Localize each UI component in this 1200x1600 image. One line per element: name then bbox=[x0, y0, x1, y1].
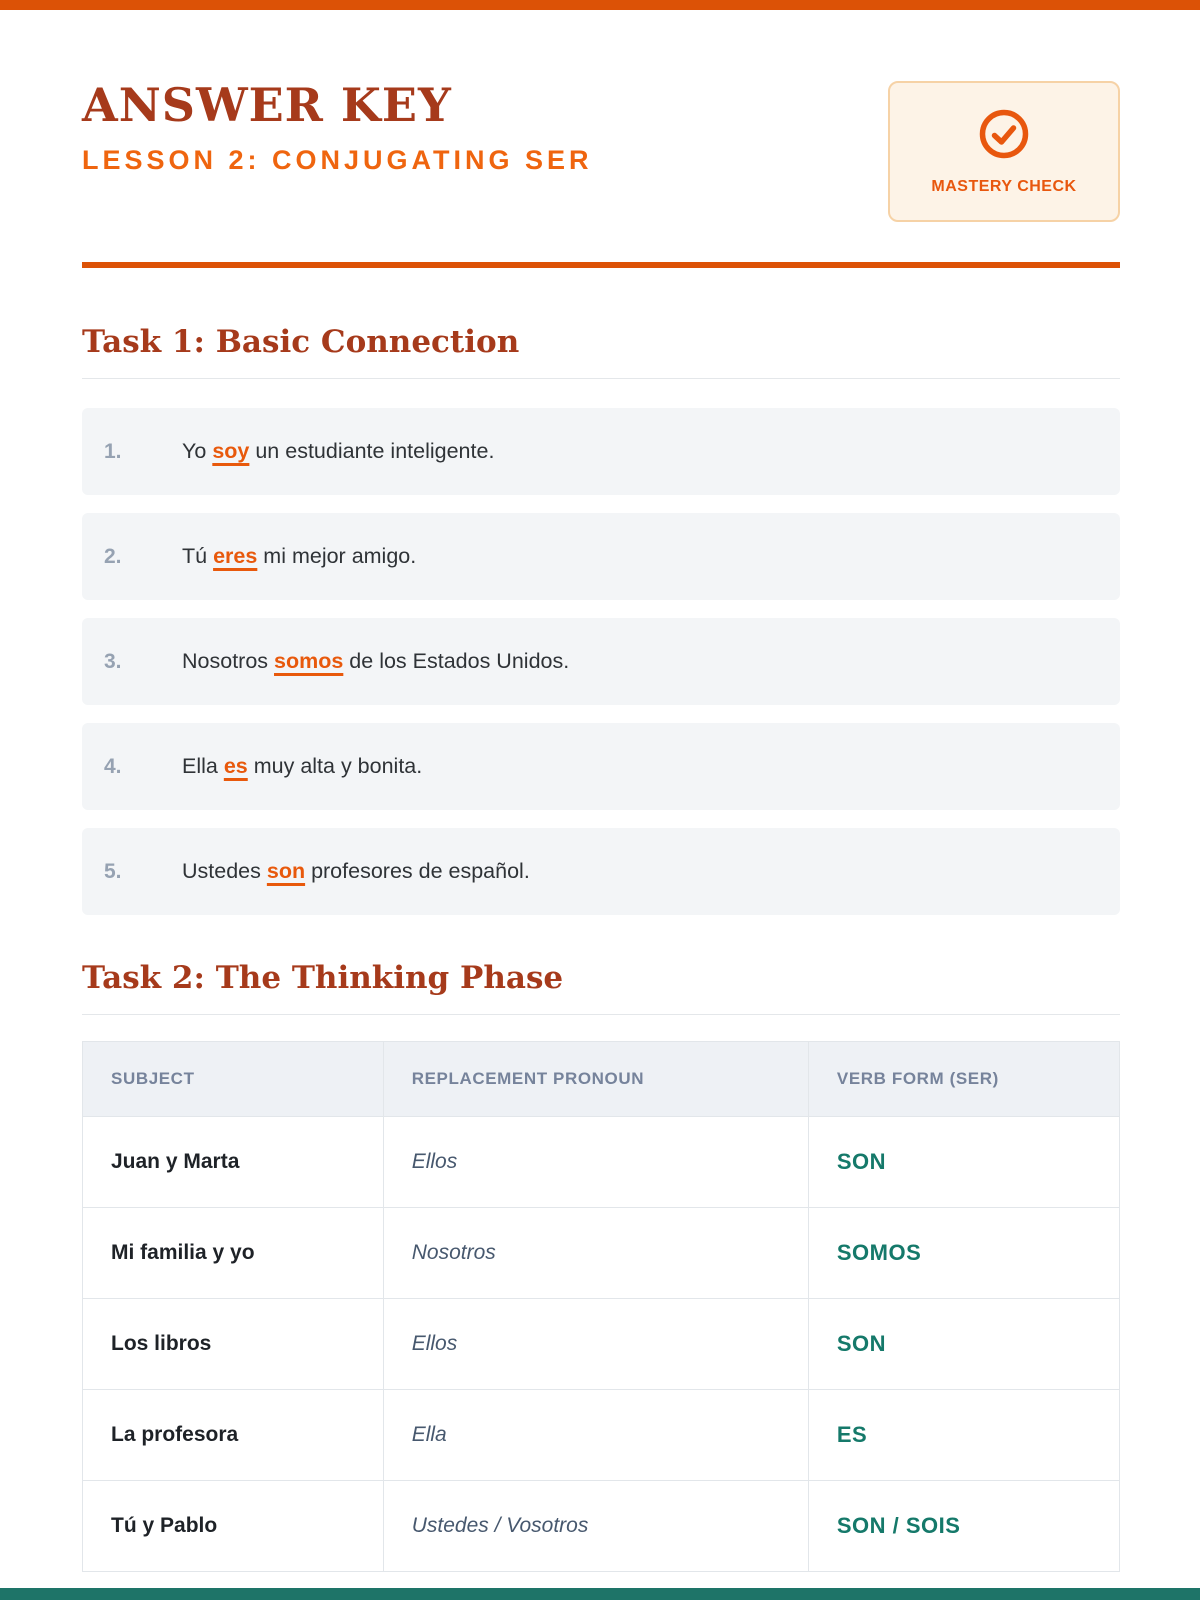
answer-word: es bbox=[223, 754, 248, 778]
header-titles bbox=[82, 80, 593, 176]
cell-verb: SOMOS bbox=[808, 1208, 1119, 1299]
item-sentence bbox=[182, 649, 569, 674]
sentence-post: un estudiante inteligente. bbox=[249, 439, 495, 463]
task1-heading: Task 1: Basic Connection bbox=[82, 324, 1120, 379]
header-divider bbox=[82, 262, 1120, 268]
item-number: 1. bbox=[104, 439, 122, 463]
table-row bbox=[83, 1117, 1120, 1208]
sentence-pre: Yo bbox=[182, 439, 213, 463]
mastery-check-label: MASTERY CHECK bbox=[931, 177, 1077, 195]
page-header bbox=[82, 80, 1120, 222]
table-header-row bbox=[83, 1042, 1120, 1117]
cell-pronoun: Nosotros bbox=[383, 1208, 808, 1299]
table-row bbox=[83, 1299, 1120, 1390]
answer-word: eres bbox=[213, 544, 258, 568]
answer-word: soy bbox=[212, 439, 250, 463]
column-header-subject: SUBJECT bbox=[83, 1042, 384, 1117]
sentence-post: muy alta y bonita. bbox=[247, 754, 423, 778]
cell-verb: SON bbox=[808, 1299, 1119, 1390]
task1-items bbox=[82, 408, 1120, 915]
top-accent-bar bbox=[0, 0, 1200, 10]
item-number: 2. bbox=[104, 544, 122, 568]
sentence-post: mi mejor amigo. bbox=[257, 544, 417, 568]
cell-subject: La profesora bbox=[83, 1390, 384, 1481]
sentence-pre: Ella bbox=[182, 754, 224, 778]
table-row bbox=[83, 1390, 1120, 1481]
table-row bbox=[83, 1481, 1120, 1572]
item-number: 4. bbox=[104, 754, 122, 778]
task2-section bbox=[82, 960, 1120, 1572]
cell-verb: SON bbox=[808, 1117, 1119, 1208]
mastery-check-badge bbox=[888, 81, 1120, 222]
cell-subject: Los libros bbox=[83, 1299, 384, 1390]
item-sentence bbox=[182, 859, 530, 884]
lesson-subtitle: LESSON 2: CONJUGATING SER bbox=[82, 144, 593, 175]
sentence-pre: Nosotros bbox=[182, 649, 275, 673]
answer-item-5 bbox=[82, 828, 1120, 915]
cell-subject: Tú y Pablo bbox=[83, 1481, 384, 1572]
table-row bbox=[83, 1208, 1120, 1299]
sentence-post: de los Estados Unidos. bbox=[343, 649, 570, 673]
item-sentence bbox=[182, 439, 494, 464]
column-header-pronoun: REPLACEMENT PRONOUN bbox=[383, 1042, 808, 1117]
cell-verb: ES bbox=[808, 1390, 1119, 1481]
check-circle-icon bbox=[978, 108, 1030, 165]
sentence-pre: Tú bbox=[182, 544, 214, 568]
answer-item-3 bbox=[82, 618, 1120, 705]
item-sentence bbox=[182, 544, 416, 569]
item-number: 5. bbox=[104, 859, 122, 883]
cell-subject: Mi familia y yo bbox=[83, 1208, 384, 1299]
cell-pronoun: Ella bbox=[383, 1390, 808, 1481]
cell-verb: SON / SOIS bbox=[808, 1481, 1119, 1572]
answer-word: somos bbox=[274, 649, 344, 673]
item-sentence bbox=[182, 754, 422, 779]
column-header-verb: VERB FORM (SER) bbox=[808, 1042, 1119, 1117]
answer-item-2 bbox=[82, 513, 1120, 600]
answer-item-1 bbox=[82, 408, 1120, 495]
cell-pronoun: Ustedes / Vosotros bbox=[383, 1481, 808, 1572]
task1-section bbox=[82, 324, 1120, 915]
sentence-pre: Ustedes bbox=[182, 859, 267, 883]
bottom-accent-bar bbox=[0, 1588, 1200, 1600]
item-number: 3. bbox=[104, 649, 122, 673]
page-title: ANSWER KEY bbox=[82, 78, 452, 132]
cell-pronoun: Ellos bbox=[383, 1299, 808, 1390]
cell-pronoun: Ellos bbox=[383, 1117, 808, 1208]
conjugation-table bbox=[82, 1041, 1120, 1572]
task2-heading: Task 2: The Thinking Phase bbox=[82, 960, 1120, 1015]
answer-item-4 bbox=[82, 723, 1120, 810]
cell-subject: Juan y Marta bbox=[83, 1117, 384, 1208]
answer-word: son bbox=[266, 859, 306, 883]
sentence-post: profesores de español. bbox=[305, 859, 530, 883]
